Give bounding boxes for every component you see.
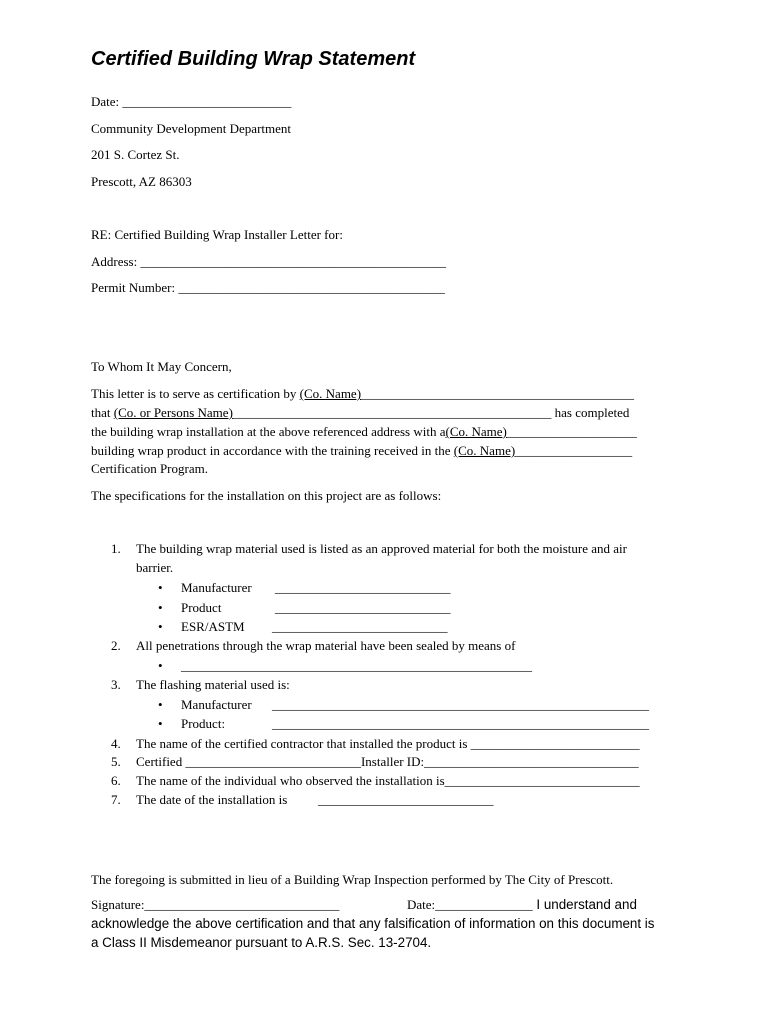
recipient-city: Prescott, AZ 86303: [91, 174, 192, 189]
flashing-manufacturer-label: Manufacturer: [181, 697, 252, 712]
sealing-means-blank: ______________________________________________________: [181, 658, 532, 673]
manufacturer-label: Manufacturer: [181, 580, 252, 595]
address-line: Address: _______________________________________________: [91, 254, 446, 269]
acknowledgement-line-3: a Class II Misdemeanor pursuant to A.R.S. Sec. 13-2704.: [91, 935, 432, 950]
signature-date-label: Date:_______________: [407, 897, 533, 912]
body-text: that: [91, 405, 114, 420]
body-line-4: [91, 443, 632, 459]
list-number-2: 2.: [111, 638, 121, 653]
list-item-4: The name of the certified contractor that installed the product is __________________________: [136, 736, 640, 751]
list-number-4: 4.: [111, 736, 121, 751]
blank-field: ____________________: [506, 424, 637, 439]
manufacturer-blank: ___________________________: [275, 580, 451, 595]
document-title: Certified Building Wrap Statement: [91, 48, 416, 70]
blank-field: __________________________________________: [361, 386, 635, 401]
recipient-department: Community Development Department: [91, 121, 292, 136]
list-item-5: Certified ___________________________Installer ID:_________________________________: [136, 754, 639, 769]
body-line-2: [91, 405, 629, 421]
body-text: building wrap product in accordance with the training received in the: [91, 443, 454, 458]
blank-field: _________________________________________________ has completed: [232, 405, 630, 420]
company-name-placeholder: (Co. Name): [445, 424, 507, 439]
body-line-5: Certification Program.: [91, 461, 208, 476]
bullet-icon: •: [158, 580, 163, 595]
list-number-3: 3.: [111, 677, 121, 692]
permit-number-line: Permit Number: _________________________________________: [91, 280, 445, 295]
list-item-1: The building wrap material used is listed as an approved material for both the moisture and air: [136, 541, 627, 556]
signature-date-group: [407, 897, 637, 913]
list-item-2: All penetrations through the wrap material have been sealed by means of: [136, 638, 516, 653]
body-text: the building wrap installation at the above referenced address with a: [91, 424, 446, 439]
bullet-icon: •: [158, 697, 163, 712]
acknowledgement-line-2: acknowledge the above certification and that any falsification of information on this document is: [91, 916, 655, 931]
signature-label: Signature:______________________________: [91, 897, 340, 912]
company-name-placeholder: (Co. Name): [299, 386, 362, 401]
foregoing-statement: The foregoing is submitted in lieu of a Building Wrap Inspection performed by The City of Prescott.: [91, 872, 614, 887]
bullet-icon: •: [158, 716, 163, 731]
spec-intro: The specifications for the installation on this project are as follows:: [91, 488, 442, 503]
bullet-icon: •: [158, 600, 163, 615]
re-line: RE: Certified Building Wrap Installer Letter for:: [91, 227, 343, 242]
product-blank: ___________________________: [275, 600, 451, 615]
blank-field: __________________: [515, 443, 633, 458]
body-line-3: [91, 424, 637, 440]
flashing-product-blank: __________________________________________________________: [272, 716, 649, 731]
list-number-5: 5.: [111, 754, 121, 769]
product-label: Product: [181, 600, 222, 615]
list-item-1-cont: barrier.: [136, 560, 174, 575]
list-item-7-label: The date of the installation is: [136, 792, 288, 807]
list-item-6: The name of the individual who observed the installation is______________________________: [136, 773, 640, 788]
salutation: To Whom It May Concern,: [91, 359, 232, 374]
installation-date-blank: ___________________________: [318, 792, 494, 807]
list-number-1: 1.: [111, 541, 121, 556]
esr-astm-blank: ___________________________: [272, 619, 448, 634]
flashing-manufacturer-blank: __________________________________________________________: [272, 697, 649, 712]
bullet-icon: •: [158, 619, 163, 634]
signature-line: [91, 897, 339, 913]
body-text: This letter is to serve as certification by: [91, 386, 300, 401]
list-number-7: 7.: [111, 792, 121, 807]
list-number-6: 6.: [111, 773, 121, 788]
bullet-icon: •: [158, 658, 163, 673]
recipient-street: 201 S. Cortez St.: [91, 147, 180, 162]
esr-astm-label: ESR/ASTM: [181, 619, 245, 634]
company-name-placeholder: (Co. Name): [453, 443, 516, 458]
list-item-3: The flashing material used is:: [136, 677, 290, 692]
acknowledgement-start: I understand and: [532, 897, 637, 912]
company-or-person-placeholder: (Co. or Persons Name): [113, 405, 233, 420]
flashing-product-label: Product:: [181, 716, 226, 731]
date-line: Date: __________________________: [91, 94, 292, 109]
body-line-1: [91, 386, 634, 402]
